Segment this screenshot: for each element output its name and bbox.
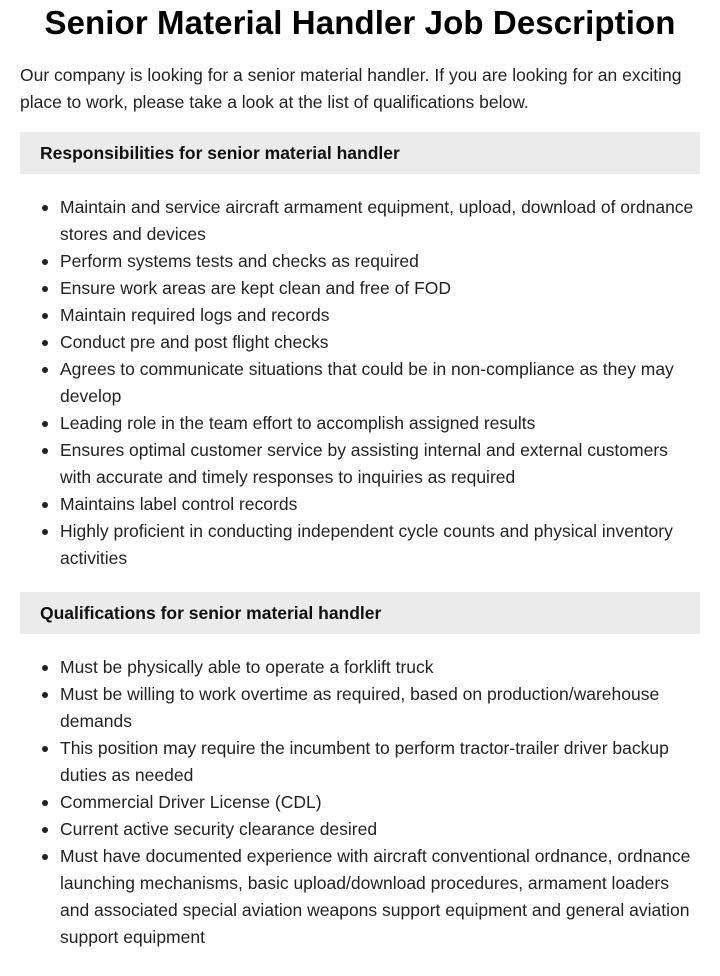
responsibilities-heading: Responsibilities for senior material handler [20,132,700,174]
responsibilities-section [20,132,700,572]
responsibilities-list [20,194,700,572]
qualifications-list [20,654,700,951]
list-item: Ensures optimal customer service by assisting internal and external customers with accurate and timely responses to inquiries as required [60,437,700,491]
list-item: Highly proficient in conducting independent cycle counts and physical inventory activities [60,518,700,572]
list-item: This position may require the incumbent to perform tractor-trailer driver backup duties as needed [60,735,700,789]
list-item: Must be willing to work overtime as required, based on production/warehouse demands [60,681,700,735]
list-item: Maintain required logs and records [60,302,700,329]
list-item: Perform systems tests and checks as required [60,248,700,275]
list-item: Ensure work areas are kept clean and free of FOD [60,275,700,302]
list-item: Must be physically able to operate a forklift truck [60,654,700,681]
qualifications-heading: Qualifications for senior material handler [20,592,700,634]
list-item: Maintains label control records [60,491,700,518]
list-item: Current active security clearance desired [60,816,700,843]
page-title: Senior Material Handler Job Description [44,4,676,41]
intro-paragraph: Our company is looking for a senior material handler. If you are looking for an exciting place to work, please take a look at the list of qualifications below. [20,65,682,112]
list-item: Leading role in the team effort to accomplish assigned results [60,410,700,437]
list-item: Must have documented experience with aircraft conventional ordnance, ordnance launching mechanisms, basic upload/download procedures, armament loaders and associated special aviation weapons support equipment and general aviation support equipment [60,843,700,951]
list-item: Maintain and service aircraft armament equipment, upload, download of ordnance stores and devices [60,194,700,248]
list-item: Conduct pre and post flight checks [60,329,700,356]
list-item: Agrees to communicate situations that could be in non-compliance as they may develop [60,356,700,410]
qualifications-section [20,592,700,951]
list-item: Commercial Driver License (CDL) [60,789,700,816]
